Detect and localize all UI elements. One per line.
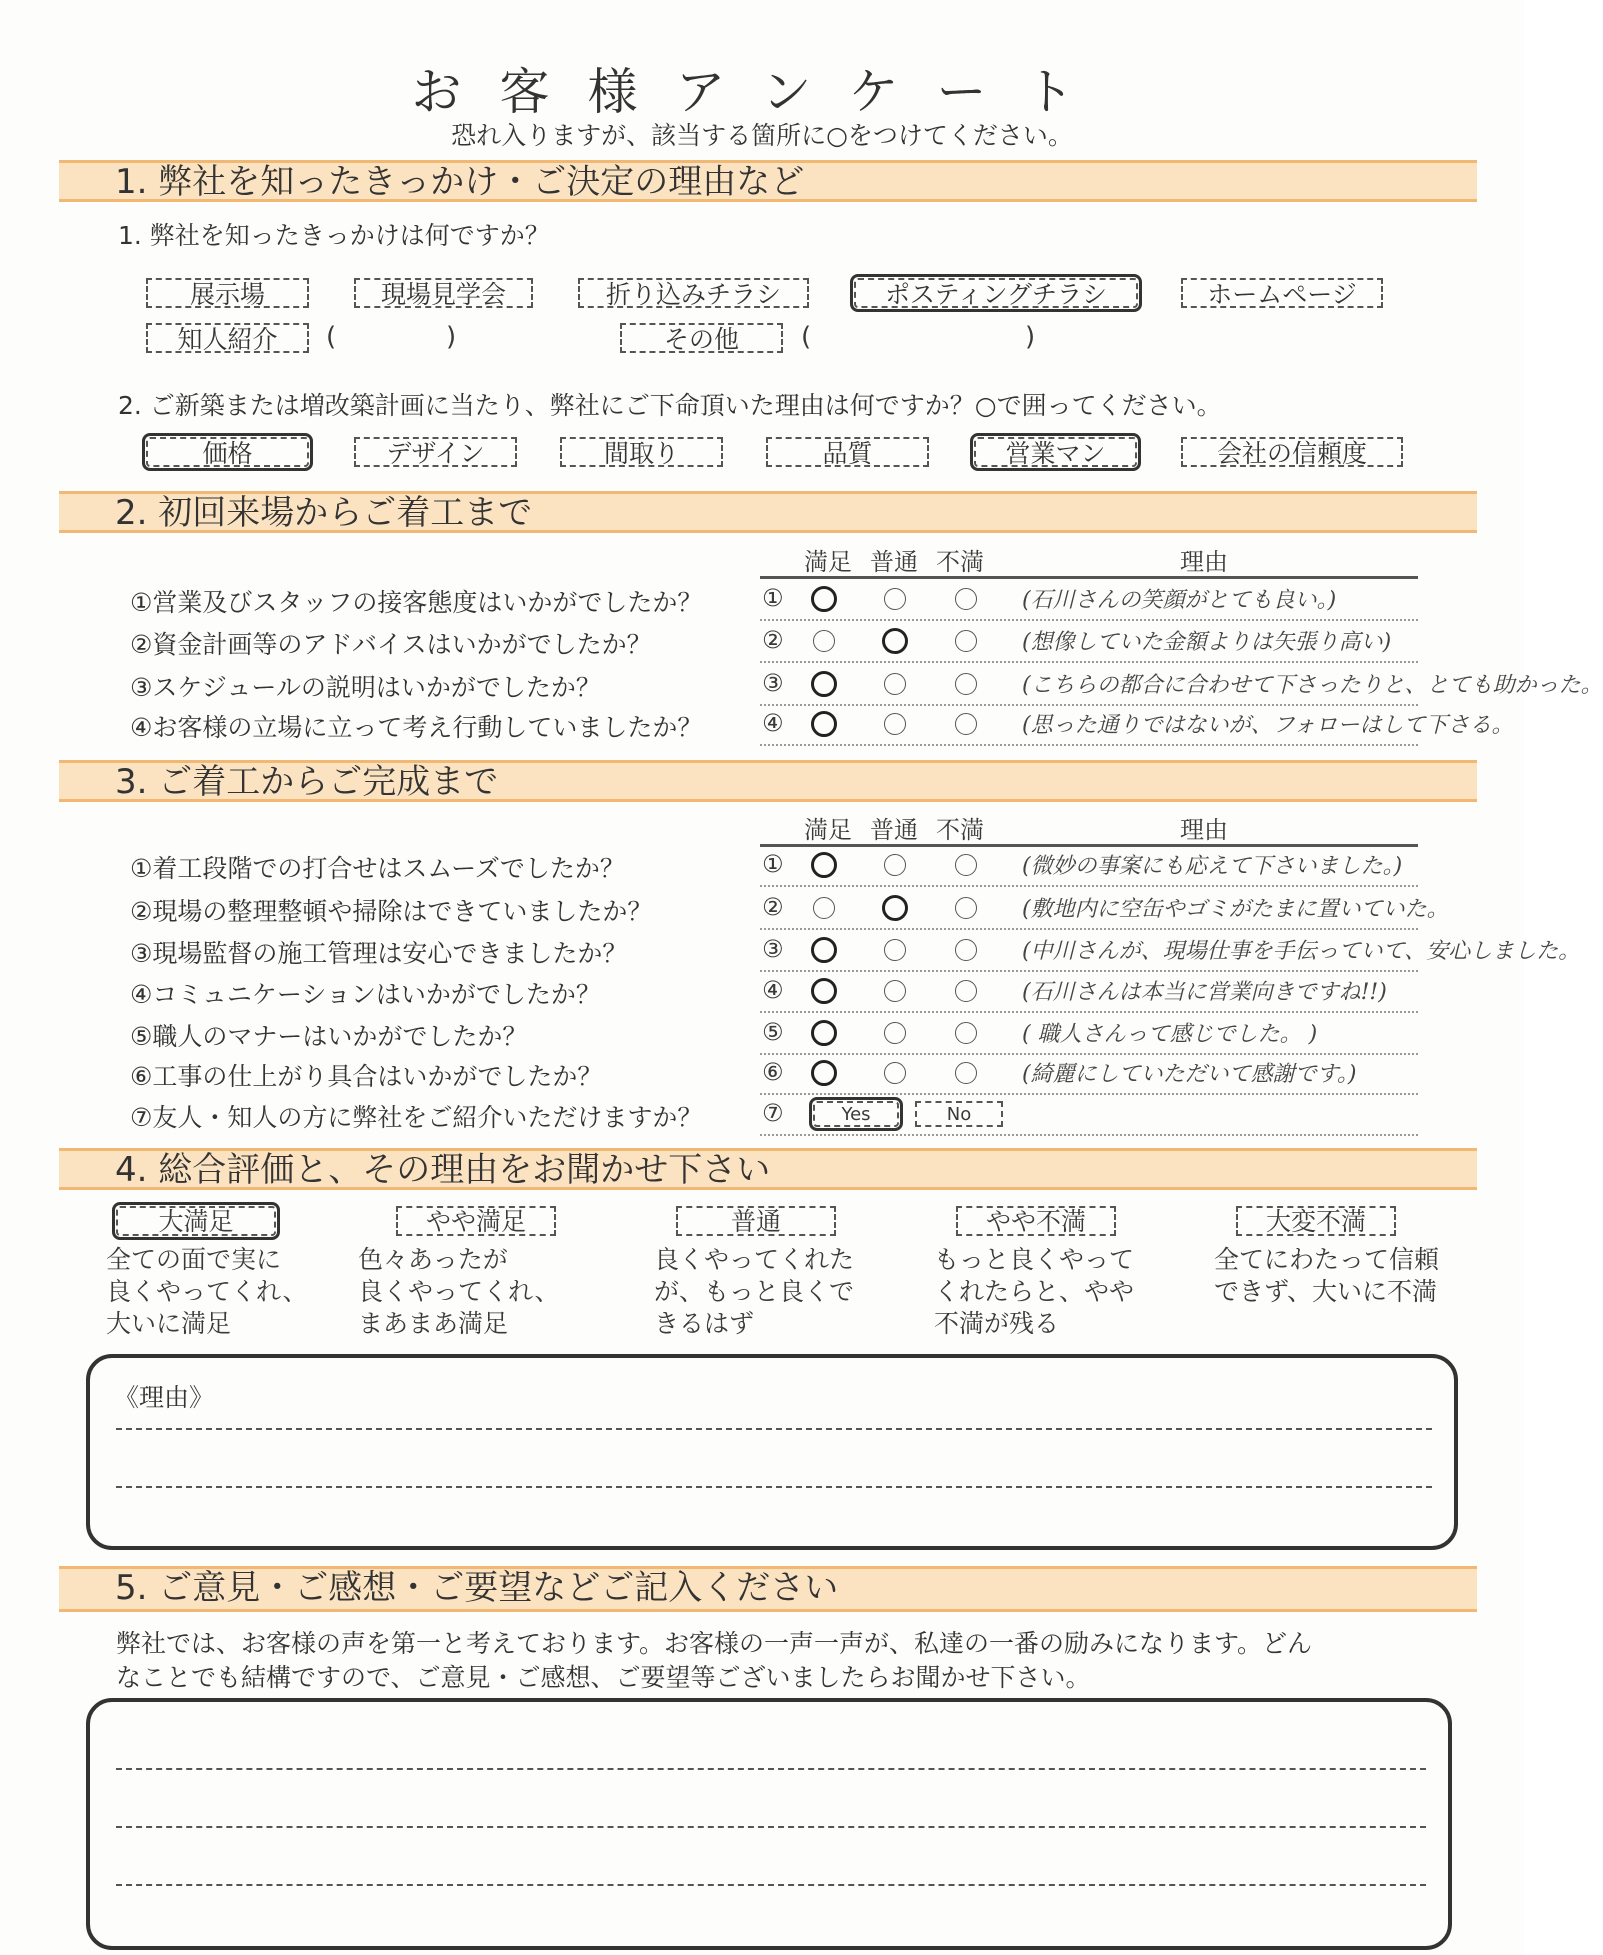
- row-divider: [760, 1093, 1418, 1095]
- reason-text: (敷地内に空缶やゴミがたまに置いていた。: [1022, 897, 1449, 922]
- writing-line: [116, 1826, 1426, 1828]
- radio-normal[interactable]: [884, 673, 906, 695]
- writing-line: [116, 1768, 1426, 1770]
- reason-text: (想像していた金額よりは矢張り高い): [1022, 630, 1392, 655]
- reason-text: (中川さんが、現場仕事を手伝っていて、安心しました。: [1022, 939, 1581, 964]
- col-reason: 理由: [1180, 548, 1228, 576]
- q1-option-1[interactable]: 現場見学会: [354, 278, 533, 308]
- question2: 2. ご新築または増改築計画に当たり、弊社にご下命頂いた理由は何ですか？○で囲ってください。: [118, 391, 1222, 420]
- writing-line: [116, 1884, 1426, 1886]
- row-number: ④: [762, 976, 784, 1004]
- row-divider: [760, 704, 1418, 706]
- writing-line: [116, 1428, 1432, 1430]
- yes-option[interactable]: Yes: [813, 1101, 899, 1127]
- rating-description: 全てにわたって信頼 できず、大いに不満: [1214, 1245, 1440, 1306]
- radio-unsatisfied[interactable]: [955, 1062, 977, 1084]
- radio-normal[interactable]: [884, 1062, 906, 1084]
- radio-satisfied[interactable]: [813, 897, 835, 919]
- overall-rating-0[interactable]: 大満足: [116, 1206, 276, 1236]
- section1-heading: 1. 弊社を知ったきっかけ・ご決定の理由など: [59, 160, 1477, 202]
- q1-option-3[interactable]: ポスティングチラシ: [854, 278, 1138, 308]
- row-number: ①: [762, 584, 784, 612]
- q2-option-3[interactable]: 品質: [766, 437, 929, 467]
- radio-satisfied[interactable]: [811, 1060, 837, 1086]
- overall-rating-3[interactable]: やや不満: [956, 1206, 1116, 1236]
- radio-unsatisfied[interactable]: [955, 713, 977, 735]
- rating-description: 色々あったが 良くやってくれ、 まあまあ満足: [358, 1245, 560, 1338]
- row-number: ⑤: [762, 1018, 784, 1046]
- radio-satisfied[interactable]: [811, 1020, 837, 1046]
- col-satisfied: 満足: [804, 816, 852, 844]
- row-divider: [760, 1011, 1418, 1013]
- radio-unsatisfied[interactable]: [955, 939, 977, 961]
- row-number: ④: [762, 709, 784, 737]
- col-normal: 普通: [870, 816, 918, 844]
- radio-normal[interactable]: [884, 854, 906, 876]
- rating-description: もっと良くやって くれたらと、やや 不満が残る: [934, 1245, 1135, 1338]
- question-text: ⑤職人のマナーはいかがでしたか？: [130, 1022, 528, 1051]
- radio-satisfied[interactable]: [811, 586, 837, 612]
- question-text: ④コミュニケーションはいかがでしたか？: [130, 980, 601, 1009]
- row-number: ③: [762, 935, 784, 963]
- row-divider: [760, 970, 1418, 972]
- reason-text: (石川さんは本当に営業向きですね!!): [1022, 980, 1387, 1005]
- radio-unsatisfied[interactable]: [955, 854, 977, 876]
- question-text: ④お客様の立場に立って考え行動していましたか？: [130, 713, 703, 742]
- q2-option-1[interactable]: デザイン: [354, 437, 517, 467]
- row-divider: [760, 661, 1418, 663]
- q2-option-2[interactable]: 間取り: [560, 437, 723, 467]
- comments-box[interactable]: [86, 1698, 1452, 1950]
- overall-rating-2[interactable]: 普通: [676, 1206, 836, 1236]
- radio-satisfied[interactable]: [811, 978, 837, 1004]
- radio-unsatisfied[interactable]: [955, 630, 977, 652]
- q1-option-5[interactable]: 知人紹介: [146, 323, 309, 353]
- overall-rating-1[interactable]: やや満足: [396, 1206, 556, 1236]
- row-divider: [760, 1053, 1418, 1055]
- question1: 1. 弊社を知ったきっかけは何ですか？: [118, 221, 550, 250]
- col-unsatisfied: 不満: [936, 816, 984, 844]
- question-text: ⑥工事の仕上がり具合はいかがでしたか？: [130, 1062, 603, 1091]
- table-rule: [760, 576, 1418, 579]
- reason-text: (石川さんの笑顔がとても良い。): [1022, 588, 1337, 613]
- paren-close: ): [1025, 322, 1036, 352]
- q1-option-2[interactable]: 折り込みチラシ: [578, 278, 809, 308]
- q2-option-5[interactable]: 会社の信頼度: [1181, 437, 1403, 467]
- rating-description: 良くやってくれた が、もっと良くで きるはず: [654, 1245, 855, 1338]
- radio-unsatisfied[interactable]: [955, 673, 977, 695]
- col-unsatisfied: 不満: [936, 548, 984, 576]
- row-divider: [760, 885, 1418, 887]
- row-number: ①: [762, 850, 784, 878]
- row-divider: [760, 744, 1418, 746]
- radio-normal[interactable]: [884, 588, 906, 610]
- reason-label: 《理由》: [114, 1383, 215, 1412]
- radio-unsatisfied[interactable]: [955, 588, 977, 610]
- radio-satisfied[interactable]: [811, 671, 837, 697]
- paren-close: ): [446, 322, 457, 352]
- reason-text: (思った通りではないが、フォローはして下さる。: [1022, 713, 1514, 738]
- reason-text: (微妙の事案にも応えて下さいました。): [1022, 854, 1403, 879]
- section4-heading: 4. 総合評価と、その理由をお聞かせ下さい: [59, 1148, 1477, 1190]
- question-text: ③現場監督の施工管理は安心できましたか？: [130, 939, 628, 968]
- row-number: ②: [762, 893, 784, 921]
- paren-open: (: [801, 322, 812, 352]
- section3-heading: 3. ご着工からご完成まで: [59, 760, 1477, 802]
- row-number: ③: [762, 669, 784, 697]
- radio-normal[interactable]: [882, 628, 908, 654]
- row-divider: [760, 1134, 1418, 1136]
- col-reason: 理由: [1180, 816, 1228, 844]
- radio-unsatisfied[interactable]: [955, 980, 977, 1002]
- radio-normal[interactable]: [884, 1022, 906, 1044]
- section5-text: なことでも結構ですので、ご意見・ご感想、ご要望等ございましたらお聞かせ下さい。: [116, 1663, 1091, 1692]
- radio-satisfied[interactable]: [811, 711, 837, 737]
- form-title: お客様アンケート: [411, 63, 1113, 121]
- radio-satisfied[interactable]: [811, 852, 837, 878]
- row-number: ②: [762, 626, 784, 654]
- radio-normal[interactable]: [882, 895, 908, 921]
- radio-normal[interactable]: [884, 939, 906, 961]
- question-text: ②現場の整理整頓や掃除はできていましたか？: [130, 897, 653, 926]
- question-text: ①営業及びスタッフの接客態度はいかがでしたか？: [130, 588, 703, 617]
- col-normal: 普通: [870, 548, 918, 576]
- rating-description: 全ての面で実に 良くやってくれ、 大いに満足: [106, 1245, 308, 1338]
- form-subtitle: 恐れ入りますが、該当する箇所に○をつけてください。: [451, 121, 1073, 150]
- section5-heading: 5. ご意見・ご感想・ご要望などご記入ください: [59, 1566, 1477, 1612]
- writing-line: [116, 1486, 1432, 1488]
- radio-normal[interactable]: [884, 980, 906, 1002]
- radio-satisfied[interactable]: [811, 937, 837, 963]
- q2-option-4[interactable]: 営業マン: [974, 437, 1137, 467]
- question-text: ②資金計画等のアドバイスはいかがでしたか？: [130, 630, 652, 659]
- row-divider: [760, 619, 1418, 621]
- q1-option-6[interactable]: その他: [620, 323, 783, 353]
- row-divider: [760, 928, 1418, 930]
- col-satisfied: 満足: [804, 548, 852, 576]
- question-text: ⑦友人・知人の方に弊社をご紹介いただけますか？: [130, 1103, 703, 1132]
- q1-option-0[interactable]: 展示場: [146, 278, 309, 308]
- question-text: ①着工段階での打合せはスムーズでしたか？: [130, 854, 625, 883]
- q2-option-0[interactable]: 価格: [146, 437, 309, 467]
- radio-satisfied[interactable]: [813, 630, 835, 652]
- reason-text: (綺麗にしていただいて感謝です。): [1022, 1062, 1357, 1087]
- radio-unsatisfied[interactable]: [955, 897, 977, 919]
- no-option[interactable]: No: [915, 1101, 1003, 1127]
- section2-heading: 2. 初回来場からご着工まで: [59, 491, 1477, 533]
- table-rule: [760, 844, 1418, 847]
- reason-box[interactable]: [86, 1354, 1458, 1550]
- reason-text: (こちらの都合に合わせて下さったりと、とても助かった。: [1022, 673, 1603, 698]
- paren-open: (: [326, 322, 337, 352]
- overall-rating-4[interactable]: 大変不満: [1236, 1206, 1396, 1236]
- question-text: ③スケジュールの説明はいかがでしたか？: [130, 673, 601, 702]
- row-number: ⑦: [762, 1099, 784, 1127]
- radio-unsatisfied[interactable]: [955, 1022, 977, 1044]
- section5-text: 弊社では、お客様の声を第一と考えております。お客様の一声一声が、私達の一番の励みになります。どん: [116, 1629, 1313, 1658]
- radio-normal[interactable]: [884, 713, 906, 735]
- reason-text: ( 職人さんって感じでした。 ): [1022, 1022, 1318, 1047]
- q1-option-4[interactable]: ホームページ: [1181, 278, 1383, 308]
- row-number: ⑥: [762, 1058, 784, 1086]
